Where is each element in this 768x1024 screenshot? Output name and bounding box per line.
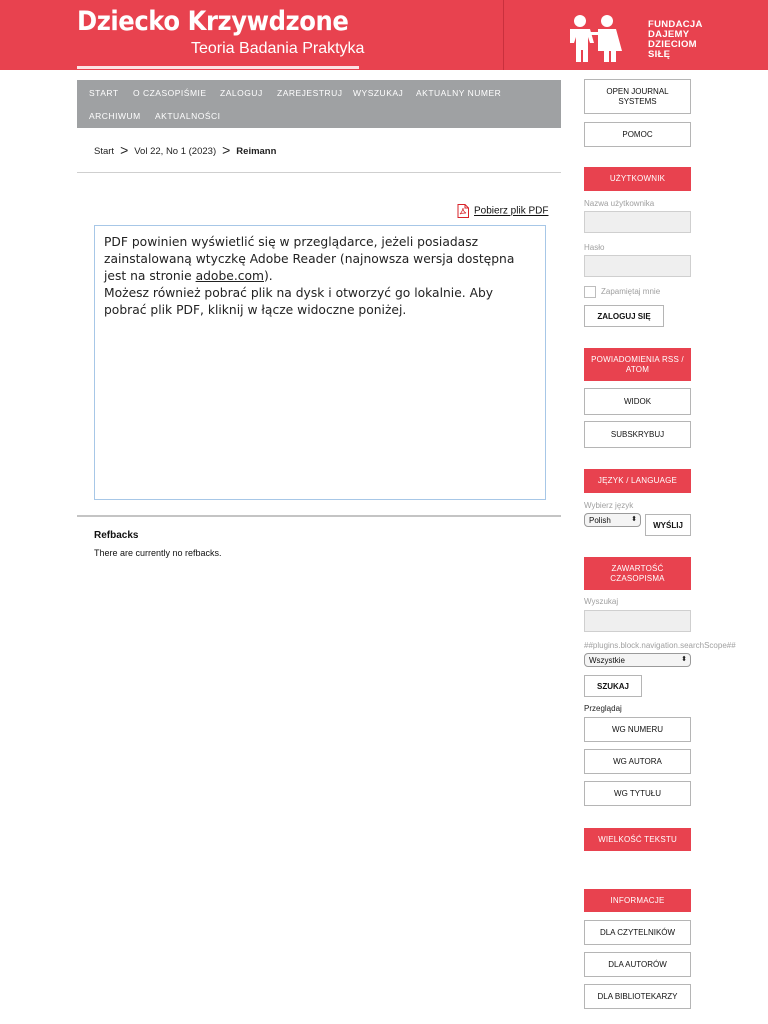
- remember-me-label: Zapamiętaj mnie: [601, 287, 661, 296]
- nav-login[interactable]: ZALOGUJ: [220, 88, 263, 98]
- search-scope-select[interactable]: [584, 653, 691, 667]
- browse-by-title-button[interactable]: WG TYTUŁU: [584, 781, 691, 806]
- browse-by-issue-button[interactable]: WG NUMERU: [584, 717, 691, 742]
- site-logo[interactable]: [0, 0, 500, 70]
- nav-archive[interactable]: ARCHIWUM: [89, 111, 141, 121]
- nav-register[interactable]: ZAREJESTRUJ: [277, 88, 343, 98]
- browse-label: Przeglądaj: [584, 704, 622, 713]
- site-subtitle: Teoria Badania Praktyka: [191, 40, 365, 57]
- language-submit-button[interactable]: WYŚLIJ: [645, 514, 691, 536]
- divider: [77, 172, 561, 173]
- help-button[interactable]: POMOC: [584, 122, 691, 147]
- user-block-title: UŻYTKOWNIK: [584, 167, 691, 191]
- refbacks-empty-text: There are currently no refbacks.: [94, 548, 222, 558]
- children-logo-icon: [565, 14, 647, 62]
- search-button[interactable]: SZUKAJ: [584, 675, 642, 697]
- foundation-line-3: DZIECIOM: [648, 39, 697, 50]
- password-field[interactable]: [584, 255, 691, 277]
- search-scope-selected-value: Wszystkie: [589, 655, 625, 665]
- breadcrumb-current[interactable]: Reimann: [236, 145, 277, 157]
- subscribe-button[interactable]: SUBSKRYBUJ: [584, 421, 691, 448]
- breadcrumb: [94, 143, 276, 159]
- language-selected-value: Polish: [589, 515, 611, 525]
- remember-me-checkbox[interactable]: [584, 286, 596, 298]
- main-nav: [77, 80, 561, 128]
- nav-news[interactable]: AKTUALNOŚCI: [155, 111, 221, 121]
- breadcrumb-start[interactable]: Start: [94, 145, 115, 157]
- search-field[interactable]: [584, 610, 691, 632]
- search-label: Wyszukaj: [584, 597, 619, 606]
- pdf-icon: [457, 204, 469, 218]
- language-block-title: JĘZYK / LANGUAGE: [584, 469, 691, 493]
- breadcrumb-issue[interactable]: Vol 22, No 1 (2023): [134, 145, 217, 157]
- login-button[interactable]: ZALOGUJ SIĘ: [584, 305, 664, 327]
- site-header: [0, 0, 768, 70]
- browse-by-author-button[interactable]: WG AUTORA: [584, 749, 691, 774]
- download-pdf-link[interactable]: [457, 204, 548, 218]
- for-librarians-button[interactable]: DLA BIBLIOTEKARZY: [584, 984, 691, 1009]
- for-authors-button[interactable]: DLA AUTORÓW: [584, 952, 691, 977]
- foundation-line-2: DAJEMY: [648, 29, 690, 40]
- foundation-name: [648, 20, 703, 60]
- language-select[interactable]: [584, 513, 641, 527]
- refbacks-heading: Refbacks: [94, 530, 139, 541]
- password-label: Hasło: [584, 243, 605, 252]
- search-scope-label: ##plugins.block.navigation.searchScope##: [584, 641, 736, 650]
- download-pdf-label: Pobierz plik PDF: [474, 205, 549, 217]
- font-size-block-title: WIELKOŚĆ TEKSTU: [584, 828, 691, 851]
- username-label: Nazwa użytkownika: [584, 199, 655, 208]
- information-block-title: INFORMACJE: [584, 889, 691, 912]
- journal-content-block-title: ZAWARTOŚĆ CZASOPISMA: [584, 557, 691, 590]
- open-journal-systems-button[interactable]: OPEN JOURNAL SYSTEMS: [584, 79, 691, 114]
- nav-about[interactable]: O CZASOPIŚMIE: [133, 88, 207, 98]
- language-label: Wybierz język: [584, 501, 634, 510]
- breadcrumb-separator: >: [120, 142, 129, 158]
- nav-current-issue[interactable]: AKTUALNY NUMER: [416, 88, 502, 98]
- pdf-message-2: Możesz również pobrać plik na dysk i otworzyć go lokalnie. Aby pobrać plik PDF, kliknij w łącze widoczne poniżej.: [104, 286, 494, 317]
- username-field[interactable]: [584, 211, 691, 233]
- logo-underline: [77, 66, 359, 69]
- foundation-line-4: SIŁĘ: [648, 49, 671, 60]
- site-title: Dziecko Krzywdzone: [77, 6, 349, 37]
- adobe-link[interactable]: adobe.com: [195, 269, 264, 283]
- for-readers-button[interactable]: DLA CZYTELNIKÓW: [584, 920, 691, 945]
- foundation-line-1: FUNDACJA: [648, 19, 703, 30]
- select-arrows-icon: ⬍: [681, 656, 687, 663]
- nav-start[interactable]: START: [89, 88, 119, 98]
- breadcrumb-separator: >: [222, 142, 231, 158]
- header-divider: [503, 0, 504, 70]
- notifications-block-title: POWIADOMIENIA RSS / ATOM: [584, 348, 691, 381]
- select-arrows-icon: ⬍: [631, 516, 637, 523]
- nav-search[interactable]: WYSZUKAJ: [353, 88, 404, 98]
- pdf-message-1: PDF powinien wyświetlić się w przeglądarce, jeżeli posiadasz zainstalowaną wtyczkę Adobe Reader (najnowsza wersja dostępna jest na stronie adobe.com).: [104, 235, 515, 283]
- view-notifications-button[interactable]: WIDOK: [584, 388, 691, 415]
- divider: [77, 515, 561, 517]
- pdf-viewer-frame[interactable]: [94, 225, 546, 500]
